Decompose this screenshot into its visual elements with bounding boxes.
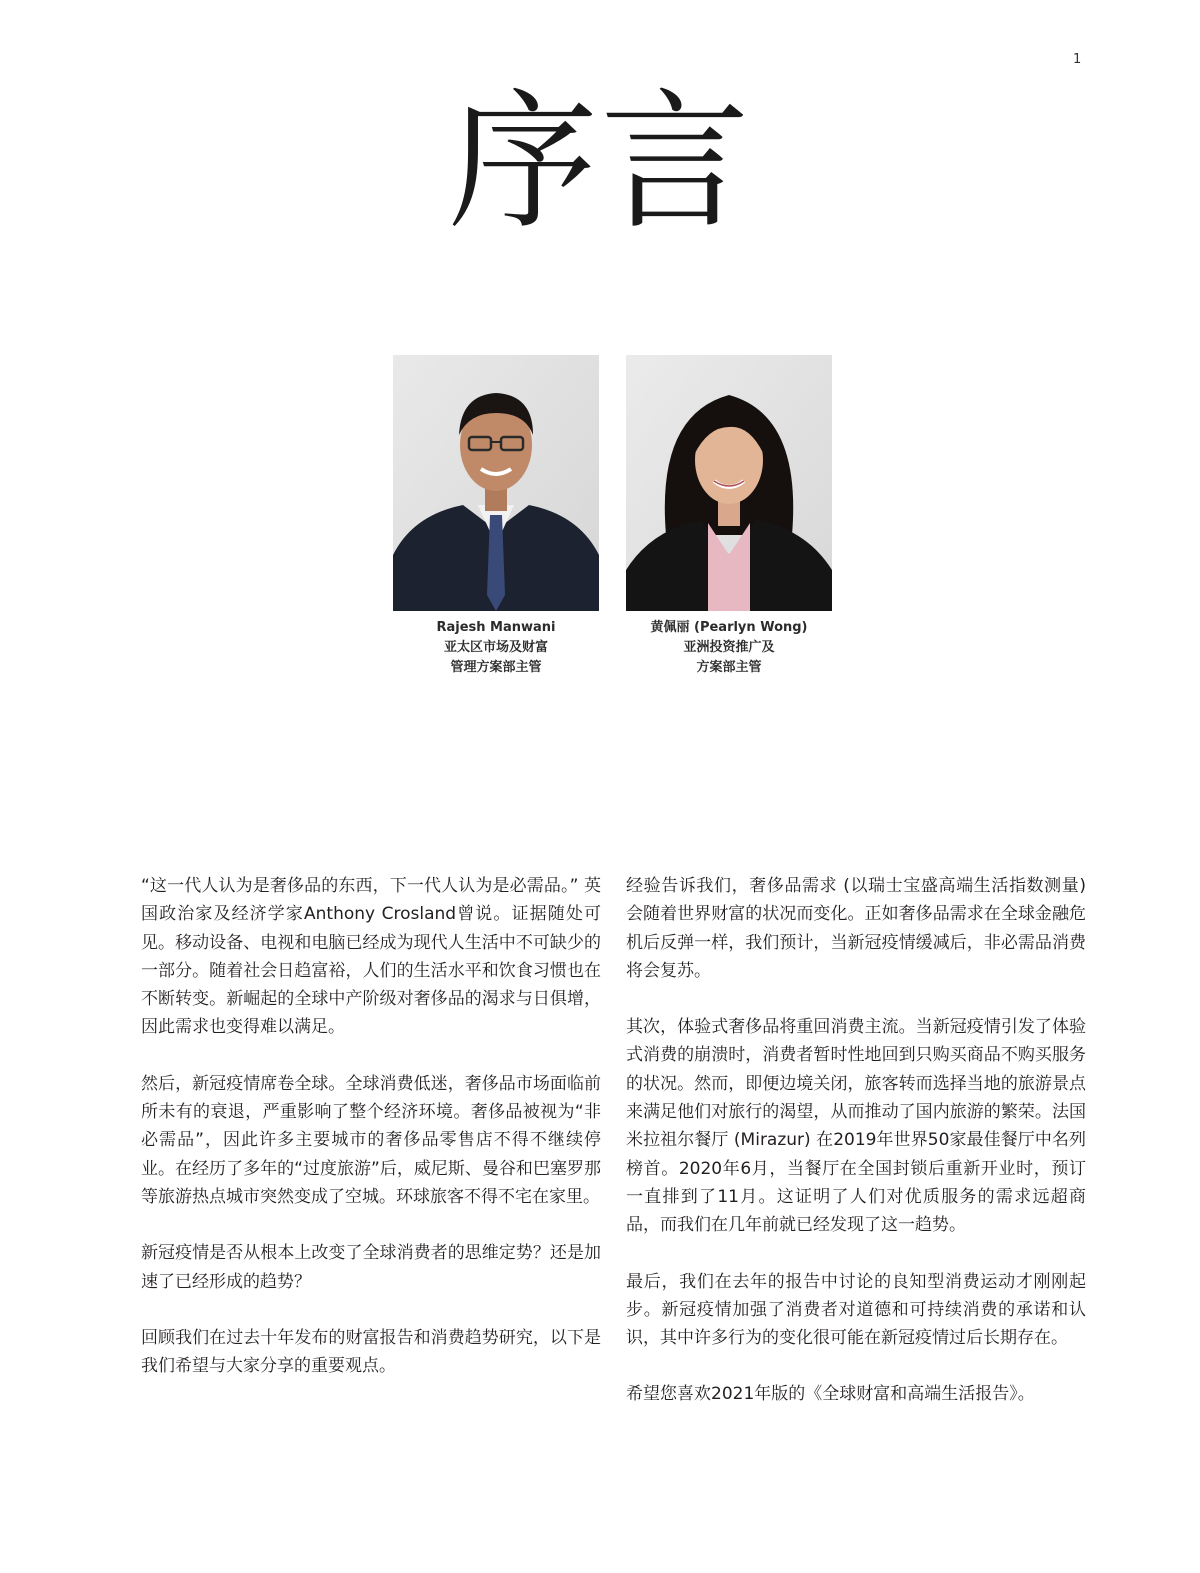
- person-name: Rajesh Manwani: [436, 620, 556, 635]
- person-role-line: 管理方案部主管: [450, 660, 542, 675]
- paragraph: 新冠疫情是否从根本上改变了全球消费者的思维定势？还是加速了已经形成的趋势？: [141, 1243, 601, 1292]
- person-role-line: 方案部主管: [696, 660, 762, 675]
- paragraph: 最后，我们在去年的报告中讨论的良知型消费运动才刚刚起步。新冠疫情加强了消费者对道德和可持续消费的承诺和认识，其中许多行为的变化很可能在新冠疫情过后长期存在。: [626, 1271, 1086, 1349]
- paragraph: 然后，新冠疫情席卷全球。全球消费低迷，奢侈品市场面临前所未有的衰退，严重影响了整个经济环境。奢侈品被视为“非必需品”，因此许多主要城市的奢侈品零售店不得不继续停业。在经历了多年的“过度旅游”后，威尼斯、曼谷和巴塞罗那等旅游热点城市突然变成了空城。环球旅客不得不宅在家里。: [141, 1073, 601, 1207]
- left-text-column: [141, 872, 601, 1408]
- portrait-photo-pearlyn: [626, 355, 832, 611]
- right-text-column: [626, 872, 1086, 1437]
- paragraph: 其次，体验式奢侈品将重回消费主流。当新冠疫情引发了体验式消费的崩溃时，消费者暂时性地回到只购买商品不购买服务的状况。然而，即便边境关闭，旅客转而选择当地的旅游景点来满足他们对旅行的渴望，从而推动了国内旅游的繁荣。法国米拉祖尔餐厅 (Mirazur) 在2019年世界50家最佳餐厅中名列榜首。2020年6月，当餐厅在全国封锁后重新开业时，预订一直排到了11月。这证明了人们对优质服务的需求远超商品，而我们在几年前就已经发现了这一趋势。: [626, 1017, 1086, 1236]
- page-number: 1: [1073, 52, 1082, 67]
- portrait-caption-rajesh: [371, 618, 621, 678]
- person-role-line: 亚太区市场及财富: [443, 640, 548, 655]
- paragraph: 经验告诉我们，奢侈品需求 (以瑞士宝盛高端生活指数测量) 会随着世界财富的状况而变化。正如奢侈品需求在全球金融危机后反弹一样，我们预计，当新冠疫情缓减后，非必需品消费将会复苏。: [626, 876, 1086, 981]
- page-title: 序言: [447, 76, 752, 250]
- person-name: 黄佩丽 (Pearlyn Wong): [650, 620, 808, 635]
- portrait-caption-pearlyn: [604, 618, 854, 678]
- person-role-line: 亚洲投资推广及: [683, 640, 775, 655]
- paragraph: “这一代人认为是奢侈品的东西，下一代人认为是必需品。” 英国政治家及经济学家Anthony Crosland曾说。证据随处可见。移动设备、电视和电脑已经成为现代人生活中不可缺少的一部分。随着社会日趋富裕，人们的生活水平和饮食习惯也在不断转变。新崛起的全球中产阶级对奢侈品的渴求与日俱增，因此需求也变得难以满足。: [141, 876, 601, 1038]
- portrait-photo-rajesh: [393, 355, 599, 611]
- paragraph: 回顾我们在过去十年发布的财富报告和消费趋势研究，以下是我们希望与大家分享的重要观点。: [141, 1327, 601, 1377]
- paragraph: 希望您喜欢2021年版的《全球财富和高端生活报告》。: [626, 1384, 1035, 1405]
